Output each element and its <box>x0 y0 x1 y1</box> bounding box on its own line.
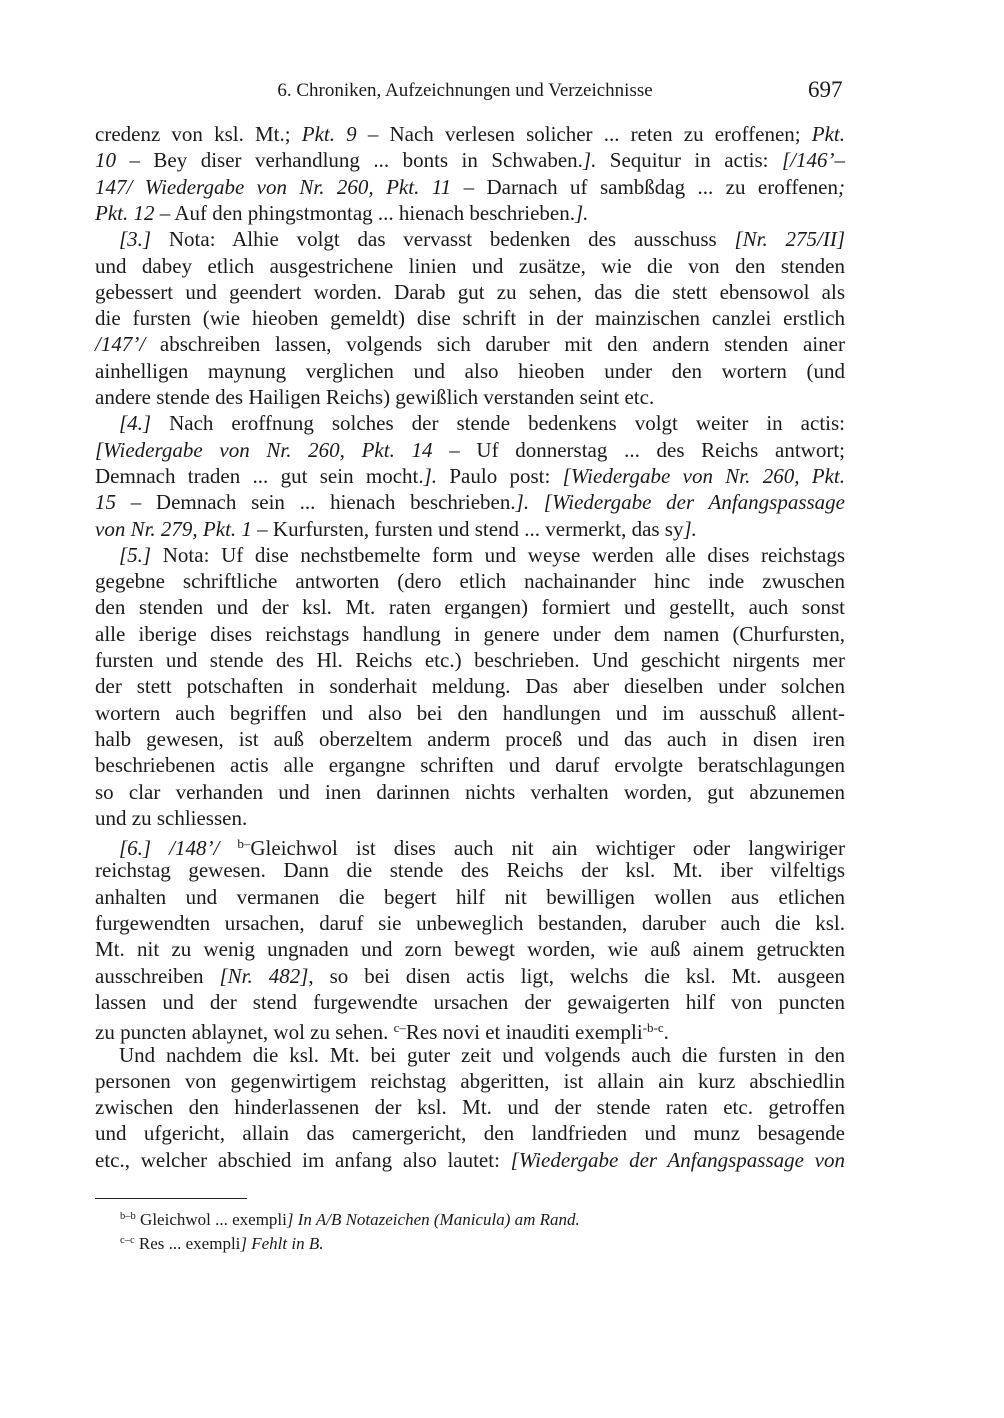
text-segment: ausschreiben <box>95 963 220 988</box>
italic-text: [Wiedergabe von Nr. 260, Pkt. 14 <box>95 437 433 462</box>
text-segment: – Demnach sein ... hienach beschrieben. <box>116 490 516 515</box>
text-line <box>95 331 845 357</box>
italic-text: [3.] <box>119 227 152 252</box>
footnote-marker: -b-c <box>642 1020 664 1036</box>
text-segment: credenz von ksl. Mt.; <box>95 122 302 146</box>
text-line <box>95 621 845 647</box>
text-segment: gegebne schriftliche antworten (dero etlich nachainander hinc inde zwuschen <box>95 569 845 594</box>
text-line <box>95 121 845 147</box>
text-line <box>95 200 845 226</box>
running-head: 6. Chroniken, Aufzeichnungen und Verzeichnisse <box>277 80 653 101</box>
text-segment: fursten und stende des Hl. Reichs etc.) beschrieben. Und geschicht nirgents mer <box>95 648 845 672</box>
text-segment: gebessert und geendert worden. Darab gut zu sehen, das die stett ebensowol als <box>95 279 845 304</box>
footnote-marker: b–b <box>120 1211 136 1222</box>
text-line <box>95 1120 845 1146</box>
text-line <box>95 910 845 936</box>
text-segment: und dabey etlich ausgestrichene linien und zusätze, wie die von den stenden <box>95 253 845 278</box>
text-segment: Res novi et inauditi exempli <box>405 1020 643 1045</box>
text-segment: Mt. nit zu wenig ungnaden und zorn bewegt worden, wie auß ainem getruckten <box>95 937 845 962</box>
text-segment: – Kurfursten, fursten und stend ... vermerkt, das sy <box>251 516 684 541</box>
text-segment: – Bey diser verhandlung ... bonts in Schwaben. <box>116 148 583 173</box>
text-line <box>95 647 845 673</box>
text-line <box>95 673 845 699</box>
text-segment: Gleichwol ... exempli <box>135 1209 287 1229</box>
text-line <box>95 1147 845 1173</box>
text-segment: den stenden und der ksl. Mt. raten ergangen) formiert und gestellt, auch sonst <box>95 595 845 620</box>
italic-text: 10 <box>95 148 116 173</box>
text-segment: – Auf den phingstmontag ... hienach beschrieben. <box>154 200 575 225</box>
text-segment: zu puncten ablaynet, wol zu sehen. <box>95 1020 394 1045</box>
text-segment: anhalten und vermanen die begert hilf nit bewilligen wollen aus etlichen <box>95 884 845 909</box>
text-segment: der stett potschaften in sonderhait meldung. Das aber dieselben under solchen <box>95 674 845 699</box>
text-segment: – Nach verlesen solicher ... reten zu eroffenen; <box>356 122 812 146</box>
italic-text: ]. <box>423 463 438 488</box>
text-line <box>95 568 845 594</box>
text-line <box>95 463 845 489</box>
text-segment: abschreiben lassen, volgends sich daruber mit den andern stenden ainer <box>145 332 845 357</box>
footnote-marker: c–c <box>120 1235 135 1246</box>
text-line <box>95 936 845 962</box>
italic-text: Pkt. 9 <box>301 122 357 146</box>
text-line <box>95 1068 845 1094</box>
italic-text: ]. <box>683 516 697 541</box>
text-line <box>95 1094 845 1120</box>
text-line <box>95 963 845 989</box>
text-segment: und ufgericht, allain das camergericht, den landfrieden und munz besagende <box>95 1121 845 1146</box>
text-line <box>95 437 845 463</box>
text-segment: – Darnach uf sambßdag ... zu eroffenen <box>451 174 838 199</box>
text-segment: – Uf donnerstag ... des Reichs antwort; <box>432 437 845 462</box>
text-segment: wortern auch begriffen und also bei den handlungen und im ausschuß allent- <box>95 700 845 725</box>
text-segment: halb gewesen, ist auß oberzeltem anderm proceß und das auch in disen iren <box>95 726 845 751</box>
text-segment: Gleichwol ist dises auch nit ain wichtiger oder langwiriger <box>250 836 846 861</box>
footnote <box>120 1230 324 1255</box>
italic-text: [Wiedergabe der Anfangspassage von <box>510 1147 845 1172</box>
text-segment: reichstag gewesen. Dann die stende des Reichs der ksl. Mt. iber vilfeltigs <box>95 858 845 883</box>
italic-text: [Nr. 482] <box>219 963 309 988</box>
italic-text: 147/ Wiedergabe von Nr. 260, Pkt. 11 <box>95 174 452 199</box>
text-line <box>119 542 869 568</box>
text-segment: personen von gegenwirtigem reichstag abgeritten, ist allain ain kurz abschiedlin <box>95 1068 845 1093</box>
text-line <box>95 857 845 883</box>
text-line <box>95 594 845 620</box>
italic-text: ] In A/B Notazeichen (Manicula) am Rand. <box>286 1209 580 1229</box>
text-line <box>119 410 869 436</box>
text-segment: Und nachdem die ksl. Mt. bei guter zeit und volgends auch die fursten in den <box>119 1042 845 1067</box>
text-segment: alle iberige dises reichstags handlung in genere under dem namen (Churfursten, <box>95 621 845 646</box>
text-segment: so clar verhanden und inen darinnen nichts verhalten worden, gut abzunemen <box>95 779 845 804</box>
italic-text: Pkt. 12 <box>95 200 155 225</box>
text-segment: ainhelligen maynung verglichen und also hieoben under den wortern (und <box>95 358 845 383</box>
text-line <box>95 279 845 305</box>
text-segment: furgewendten ursachen, daruf sie unbeweglich bestanden, daruber auch die ksl. <box>95 911 845 935</box>
text-line <box>95 779 845 805</box>
footnote <box>120 1206 580 1231</box>
italic-text: [6.] /148’/ <box>119 836 220 861</box>
text-line <box>95 516 845 542</box>
text-line <box>95 752 845 778</box>
text-line <box>95 384 845 410</box>
text-segment: und zu schliessen. <box>95 805 248 830</box>
text-line <box>95 147 845 173</box>
italic-text: /147’/ <box>95 332 146 357</box>
text-line <box>95 174 845 200</box>
text-segment: lassen und der stend furgewendte ursachen der gewaigerten hilf von puncten <box>95 989 845 1014</box>
italic-text: 15 <box>95 490 116 515</box>
italic-text: [4.] <box>119 411 152 436</box>
page-number: 697 <box>808 77 843 102</box>
text-segment: Res ... exempli <box>134 1233 241 1253</box>
italic-text: ]. [Wiedergabe der Anfangspassage <box>515 490 846 515</box>
italic-text: von Nr. 279, Pkt. 1 <box>95 516 252 541</box>
text-segment: Paulo post: <box>437 463 563 488</box>
text-segment: Nach eroffnung solches der stende bedenkens volgt weiter in actis: <box>151 411 845 436</box>
text-segment: Nota: Uf dise nechstbemelte form und weyse werden alle dises reichstags <box>151 542 845 567</box>
italic-text: ]. <box>574 200 589 225</box>
text-segment: Nota: Alhie volgt das vervasst bedenken des ausschuss <box>151 227 735 252</box>
text-segment: zwischen den hinderlassenen der ksl. Mt. und der stende raten etc. getroffen <box>95 1095 845 1120</box>
italic-text: ]. <box>582 148 597 173</box>
text-segment: . <box>663 1020 669 1045</box>
text-line <box>95 989 845 1015</box>
footnote-rule <box>95 1198 247 1199</box>
italic-text: ] Fehlt in B. <box>240 1233 324 1253</box>
text-line <box>95 358 845 384</box>
text-segment: andere stende des Hailigen Reichs) gewißlich verstanden seint etc. <box>95 385 655 409</box>
text-segment: beschriebenen actis alle ergangne schriften und daruf ervolgte beratschlagungen <box>95 753 845 778</box>
text-segment: , so bei disen actis ligt, welchs die ksl. Mt. ausgeen <box>308 963 845 988</box>
italic-text: [5.] <box>119 542 152 567</box>
italic-text: [Nr. 275/II] <box>734 227 845 252</box>
italic-text: ; <box>837 174 845 199</box>
text-line <box>95 253 845 279</box>
text-line <box>95 884 845 910</box>
footnote-marker: c– <box>393 1020 406 1036</box>
text-line <box>95 489 845 515</box>
text-segment: Sequitur in actis: <box>596 148 782 173</box>
italic-text: Pkt. <box>811 122 846 146</box>
text-line <box>95 700 845 726</box>
text-line <box>119 1042 869 1068</box>
text-line <box>95 305 845 331</box>
italic-text: [Wiedergabe von Nr. 260, Pkt. <box>562 463 845 488</box>
footnote-marker: b– <box>237 836 251 852</box>
italic-text: [/146’– <box>781 148 845 173</box>
text-segment: Demnach traden ... gut sein mocht. <box>95 463 424 488</box>
text-segment: etc., welcher abschied im anfang also lautet: <box>95 1147 511 1172</box>
text-segment: die fursten (wie hieoben gemeldt) dise schrift in der mainzischen canzlei erstlich <box>95 306 845 331</box>
text-line <box>95 805 845 831</box>
text-line <box>119 226 869 252</box>
text-line <box>95 726 845 752</box>
